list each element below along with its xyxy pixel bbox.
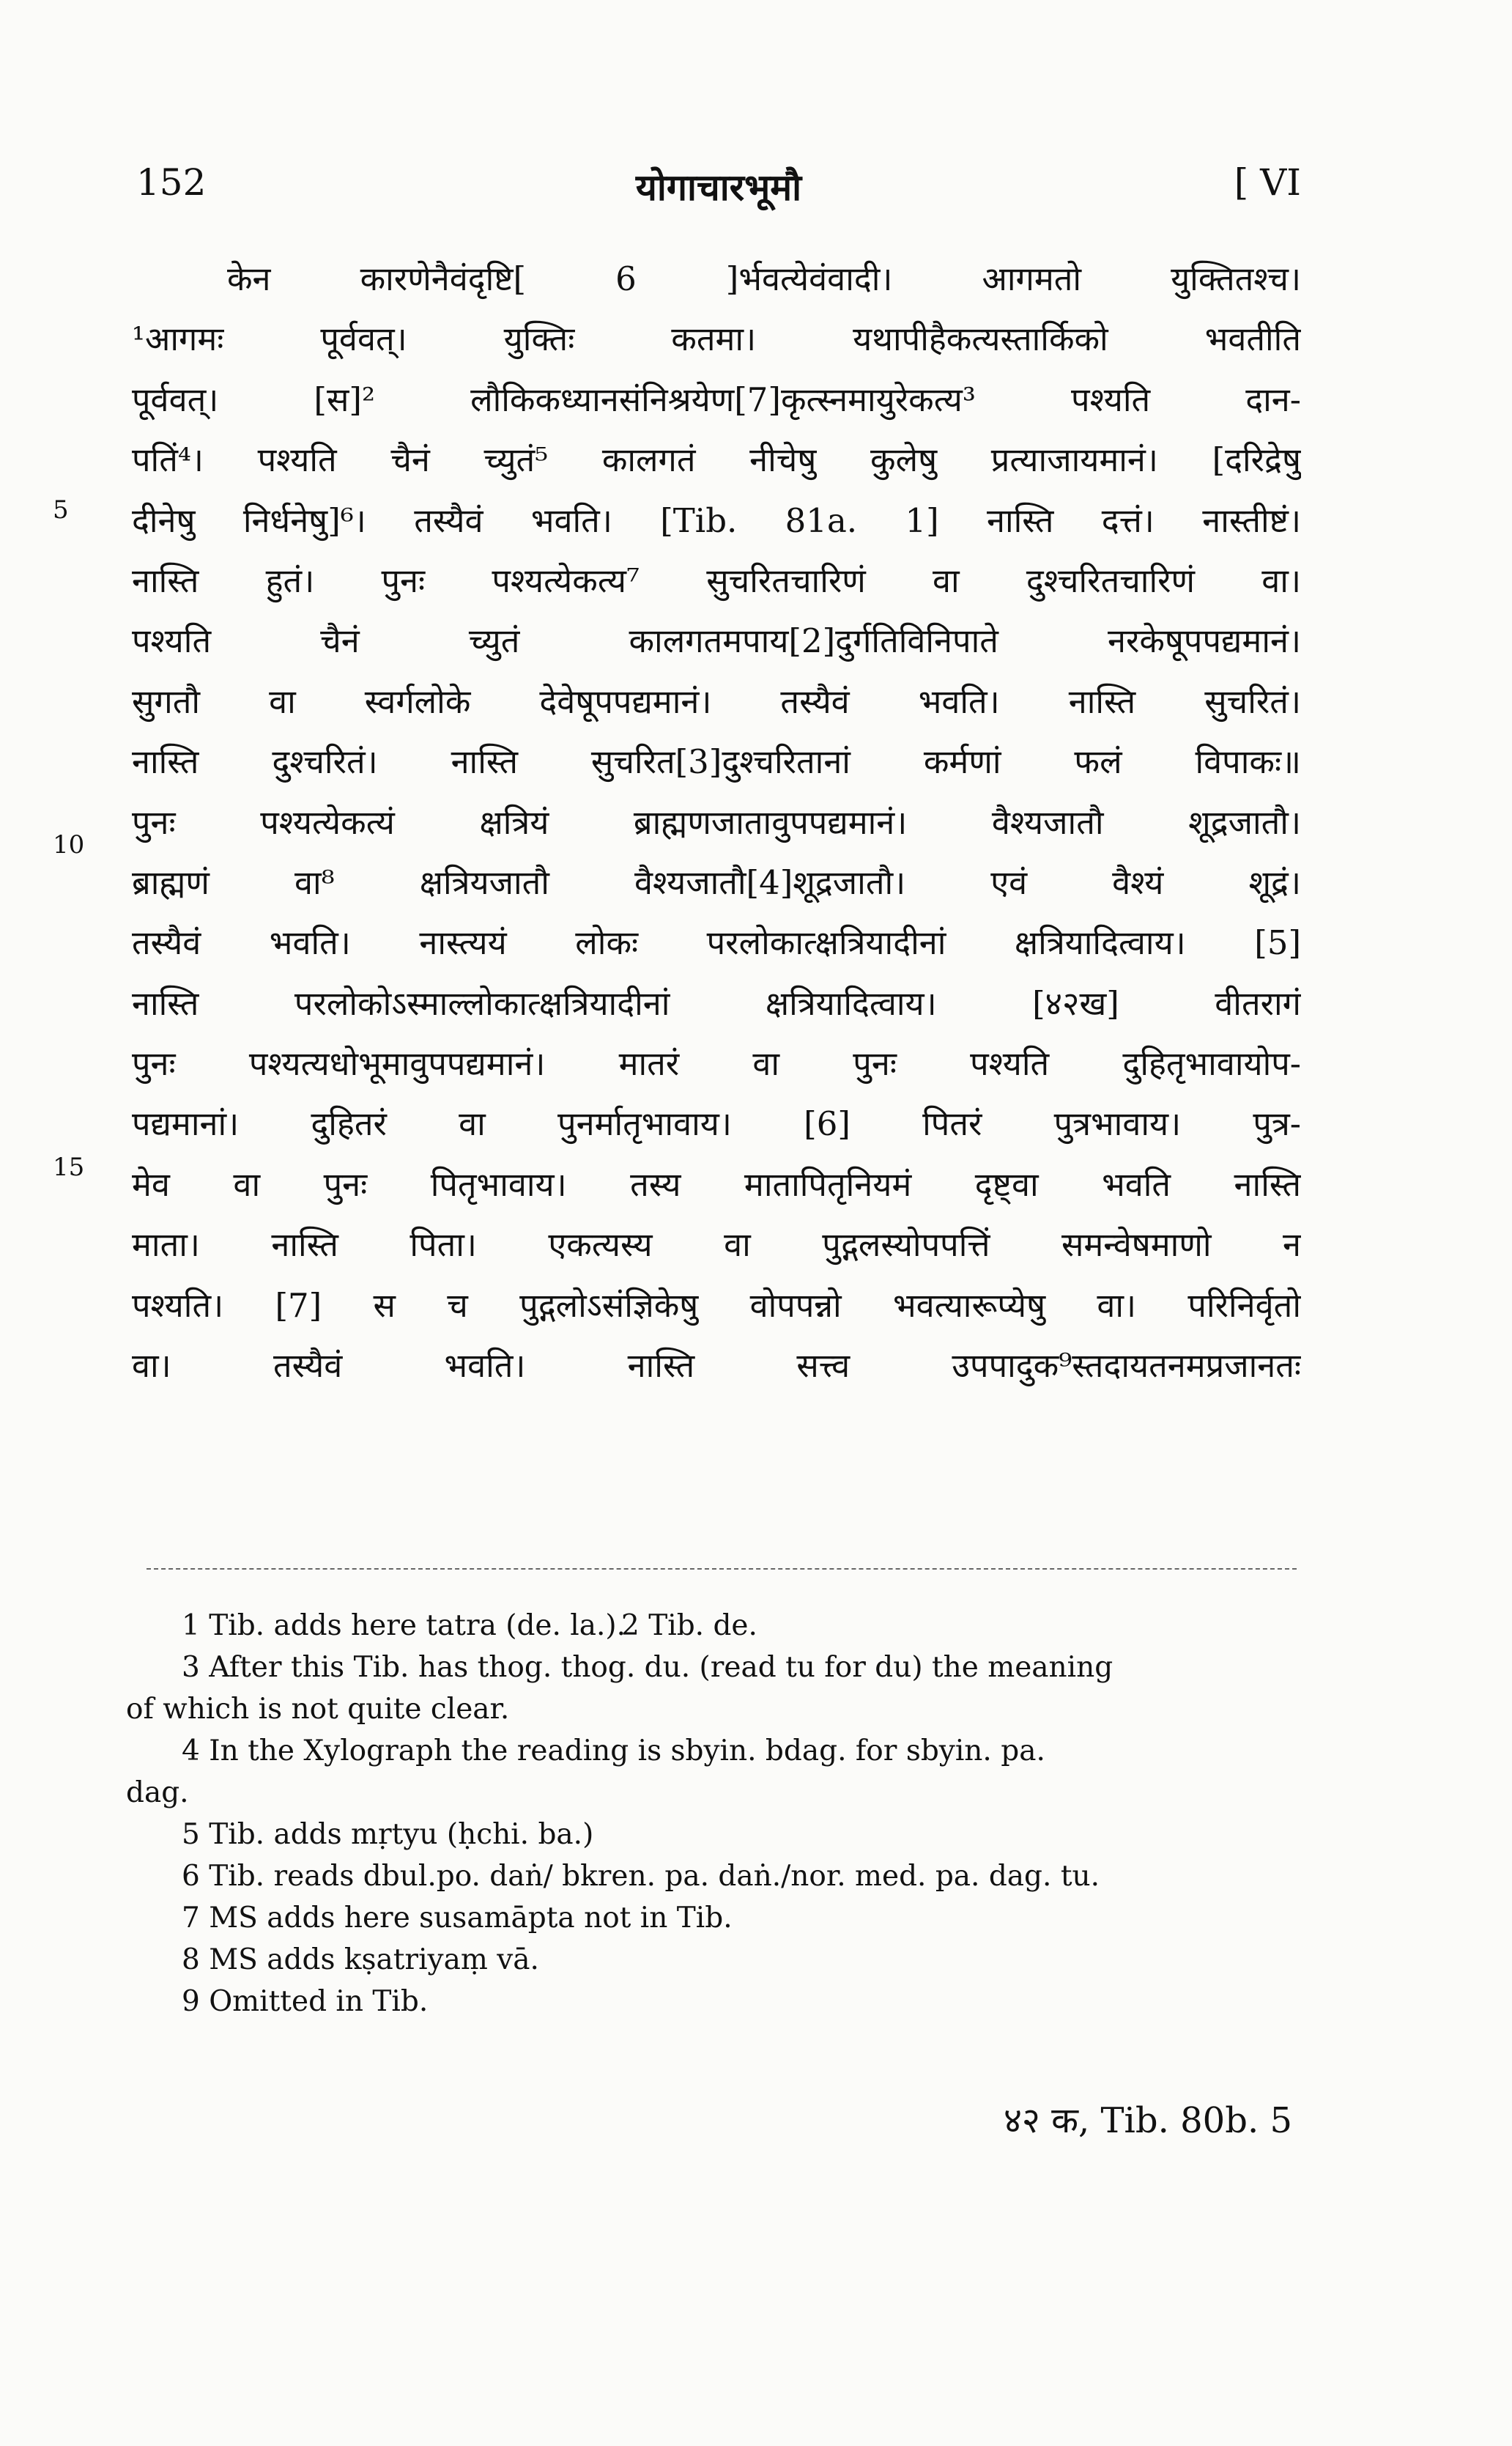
text-line: दीनेषु निर्धनेषु]⁶। तस्यैवं भवति। [Tib. 81a. 1] नास्ति दत्तं। नास्तीष्टं।	[132, 500, 1301, 540]
text-line: पतिं⁴। पश्यति चैनं च्युतं⁵ कालगतं नीचेषु कुलेषु प्रत्याजायमानं। [दरिद्रेषु	[132, 440, 1301, 480]
footnote-2: 2 Tib. de.	[621, 1609, 757, 1642]
footnote: 5 Tib. adds mṛtyu (ḥchi. ba.)	[182, 1818, 594, 1851]
footnotes	[126, 1605, 1291, 2022]
text-line: सुगतौ वा स्वर्गलोके देवेषूपपद्यमानं। तस्यैवं भवति। नास्ति सुचरितं।	[132, 681, 1301, 721]
text-line: तस्यैवं भवति। नास्त्ययं लोकः परलोकात्क्षत्रियादीनां क्षत्रियादित्वाय। [5]	[132, 923, 1301, 963]
sanskrit-text	[132, 249, 1301, 1396]
section-marker: [ VI	[1234, 161, 1301, 204]
running-title: योगाचारभूमौ	[635, 166, 802, 209]
text-line: नास्ति हुतं। पुनः पश्यत्येकत्य⁷ सुचरितचारिणं वा दुश्चरितचारिणं वा।	[132, 561, 1301, 600]
footnote-1: 1 Tib. adds here tatra (de. la.).	[182, 1609, 626, 1642]
footnote: 3 After this Tib. has thog. thog. du. (read tu for du) the meaning	[182, 1651, 1113, 1684]
footnote: 9 Omitted in Tib.	[182, 1985, 429, 2018]
text-line: केन कारणेनैवंदृष्टि[ 6 ]र्भवत्येवंवादी। आगमतो युक्तितश्च।	[227, 259, 1301, 298]
line-number: 15	[53, 1153, 85, 1182]
text-line: पुनः पश्यत्येकत्यं क्षत्रियं ब्राह्मणजातावुपपद्यमानं। वैश्यजातौ शूद्रजातौ।	[132, 802, 1301, 842]
text-line: ब्राह्मणं वा⁸ क्षत्रियजातौ वैश्यजातौ[4]शूद्रजातौ। एवं वैश्यं शूद्रं।	[132, 862, 1301, 902]
text-line: नास्ति दुश्चरितं। नास्ति सुचरित[3]दुश्चरितानां कर्मणां फलं विपाकः॥	[132, 742, 1301, 782]
footnote: 8 MS adds kṣatriyaṃ vā.	[182, 1943, 539, 1976]
page-number: 152	[136, 161, 207, 204]
footnote: 4 In the Xylograph the reading is sbyin. bdag. for sbyin. pa.	[182, 1734, 1045, 1767]
line-number: 10	[53, 830, 85, 860]
footnote-continuation: of which is not quite clear.	[126, 1693, 510, 1726]
text-line: पूर्ववत्। [स]² लौकिकध्यानसंनिश्रयेण[7]कृत्स्नमायुरेकत्य³ पश्यति दान-	[132, 380, 1301, 419]
text-line: मेव वा पुनः पितृभावाय। तस्य मातापितृनियमं दृष्ट्वा भवति नास्ति	[132, 1164, 1301, 1204]
text-line: नास्ति परलोकोऽस्माल्लोकात्क्षत्रियादीनां क्षत्रियादित्वाय। [४२ख] वीतरागं	[132, 983, 1301, 1023]
page-header	[136, 161, 1301, 213]
text-line: पद्यमानां। दुहितरं वा पुनर्मातृभावाय। [6] पितरं पुत्रभावाय। पुत्र-	[132, 1104, 1301, 1144]
folio-reference: ४२ क, Tib. 80b. 5	[1003, 2100, 1292, 2141]
line-number: 5	[53, 495, 69, 525]
text-line: ¹आगमः पूर्ववत्। युक्तिः कतमा। यथापीहैकत्यस्तार्किको भवतीति	[132, 319, 1301, 359]
footnote: 6 Tib. reads dbul.po. daṅ/ bkren. pa. daṅ./nor. med. pa. dag. tu.	[182, 1860, 1100, 1893]
footnote-continuation: dag.	[126, 1776, 189, 1809]
text-line: माता। नास्ति पिता। एकत्यस्य वा पुद्गलस्योपपत्तिं समन्वेषमाणो न	[132, 1225, 1301, 1265]
text-line: वा। तस्यैवं भवति। नास्ति सत्त्व उपपादुक⁹स्तदायतनमप्रजानतः	[132, 1346, 1301, 1386]
text-line: पश्यति। [7] स च पुद्गलोऽसंज्ञिकेषु वोपपन्नो भवत्यारूप्येषु वा। परिनिर्वृतो	[132, 1285, 1301, 1325]
text-line: पश्यति चैनं च्युतं कालगतमपाय[2]दुर्गतिविनिपाते नरकेषूपपद्यमानं।	[132, 621, 1301, 661]
text-line: पुनः पश्यत्यधोभूमावुपपद्यमानं। मातरं वा पुनः पश्यति दुहितृभावायोप-	[132, 1044, 1301, 1084]
footnote	[126, 1605, 1291, 1647]
footnote: 7 MS adds here susamāpta not in Tib.	[182, 1902, 733, 1935]
footnote-divider	[147, 1568, 1297, 1570]
